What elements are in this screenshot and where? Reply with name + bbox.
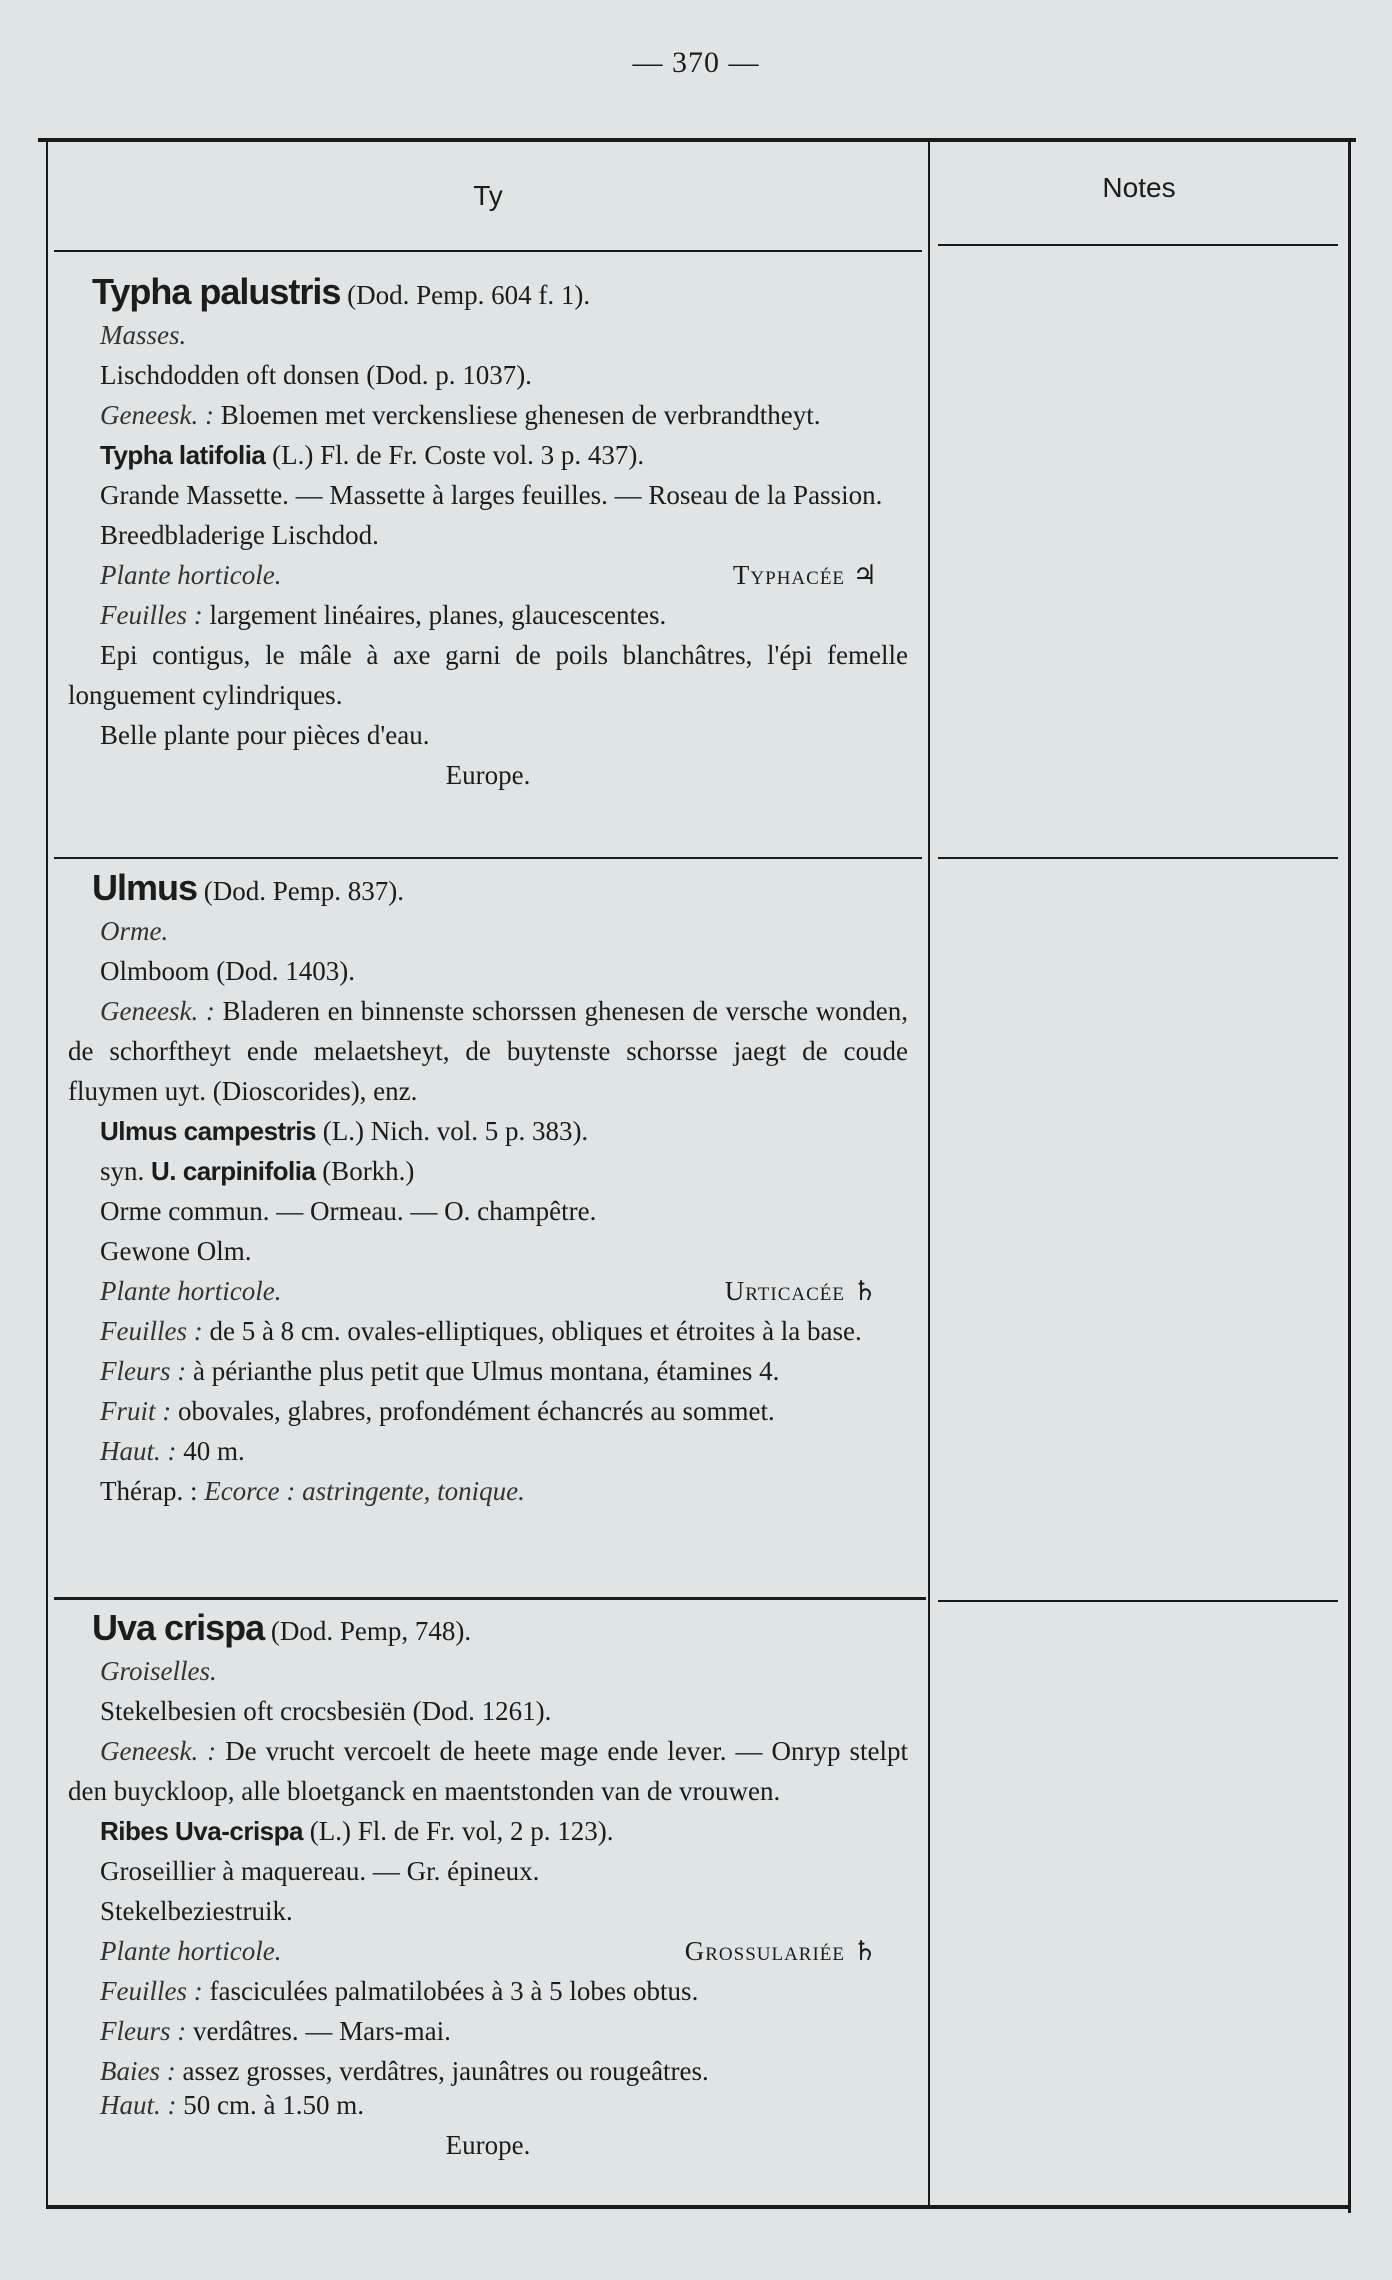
- geneesk-text: Bladeren en binnenste schorssen ghenesen de versche wonden, de schorftheyt ende melaetsheyt, de buytenste schorsse jaegt de coude fluymen uyt. (Dioscorides), enz.: [68, 996, 909, 1106]
- detail-text: verdâtres. — Mars-mai.: [192, 2016, 451, 2046]
- geneesk-label: Geneesk. :: [100, 1736, 217, 1766]
- detail-label: Feuilles :: [100, 1976, 203, 2006]
- detail-text: Belle plante pour pièces d'eau.: [100, 720, 430, 750]
- detail-label: Fleurs :: [100, 2016, 187, 2046]
- tree-symbol-icon: ♄: [852, 1276, 878, 1306]
- synonym-reference: (Borkh.): [322, 1156, 415, 1186]
- detail-text: largement linéaires, planes, glaucescentes.: [209, 600, 667, 630]
- species-reference: (L.) Fl. de Fr. vol, 2 p. 123).: [309, 1816, 614, 1846]
- column-header-notes: Notes: [1102, 172, 1176, 203]
- common-names-nl: Gewone Olm.: [100, 1236, 252, 1266]
- entry-reference: (Dod. Pemp, 748).: [270, 1616, 472, 1646]
- entry-title: Ulmus: [92, 867, 198, 908]
- therap-label: Thérap. :: [100, 1476, 198, 1506]
- detail-label: Feuilles :: [100, 1316, 203, 1346]
- french-name: Groiselles.: [100, 1656, 217, 1686]
- detail-label: Fruit :: [100, 1396, 172, 1426]
- row-rule-1-right: [938, 857, 1338, 859]
- table-left-rule: [46, 140, 48, 2206]
- detail-text: de 5 à 8 cm. ovales-elliptiques, obliques et étroites à la base.: [209, 1316, 862, 1346]
- detail-label: Haut. :: [100, 2090, 177, 2120]
- plant-type: Plante horticole.: [100, 1936, 282, 1966]
- row-rule-2-right: [938, 1600, 1338, 1602]
- entry-title: Typha palustris: [92, 271, 341, 312]
- common-names-fr: Grande Massette. — Massette à larges feuilles. — Roseau de la Passion.: [100, 480, 883, 510]
- perennial-symbol-icon: ♃: [852, 560, 878, 590]
- species-name: Ulmus campestris: [100, 1116, 316, 1146]
- table-right-rule: [1348, 138, 1351, 2213]
- detail-label: Feuilles :: [100, 600, 203, 630]
- detail-text: à périanthe plus petit que Ulmus montana, étamines 4.: [192, 1356, 780, 1386]
- entry-ulmus: [68, 868, 908, 1511]
- dutch-name: Olmboom (Dod. 1403).: [100, 956, 355, 986]
- plant-type: Plante horticole.: [100, 560, 282, 590]
- synonym-name: U. carpinifolia: [151, 1156, 316, 1186]
- entry-title: Uva crispa: [92, 1607, 265, 1648]
- family-name: Urticacée: [724, 1276, 846, 1306]
- table-bottom-rule: [46, 2205, 1351, 2209]
- geneesk-text: Bloemen met verckensliese ghenesen de verbrandtheyt.: [220, 400, 821, 430]
- entry-reference: (Dod. Pemp. 604 f. 1).: [347, 280, 591, 310]
- detail-label: Fleurs :: [100, 1356, 187, 1386]
- row-rule-1-left: [54, 857, 922, 859]
- common-names-nl: Breedbladerige Lischdod.: [100, 520, 379, 550]
- entry-typha: [68, 272, 908, 795]
- detail-label: Baies :: [100, 2056, 176, 2086]
- geneesk-text: De vrucht vercoelt de heete mage ende lever. — Onryp stelpt den buyckloop, alle bloetganck en maentstonden van de vrouwen.: [68, 1736, 908, 1806]
- column-divider: [928, 140, 930, 2206]
- species-reference: (L.) Fl. de Fr. Coste vol. 3 p. 437).: [272, 440, 645, 470]
- geneesk-label: Geneesk. :: [100, 400, 214, 430]
- entry-uva-crispa: [68, 1608, 908, 2165]
- detail-text: 50 cm. à 1.50 m.: [183, 2090, 364, 2120]
- detail-text: Epi contigus, le mâle à axe garni de poils blanchâtres, l'épi femelle longuement cylindriques.: [68, 640, 908, 710]
- detail-text: 40 m.: [183, 1436, 245, 1466]
- entry-reference: (Dod. Pemp. 837).: [203, 876, 405, 906]
- geneesk-label: Geneesk. :: [100, 996, 215, 1026]
- origin: Europe.: [445, 760, 531, 790]
- family-name: Grossulariée: [684, 1936, 846, 1966]
- species-name: Typha latifolia: [100, 440, 266, 470]
- table-top-rule: [38, 138, 1356, 142]
- common-names-fr: Groseillier à maquereau. — Gr. épineux.: [100, 1856, 540, 1886]
- therap-text: Ecorce : astringente, tonique.: [204, 1476, 525, 1506]
- species-name: Ribes Uva-crispa: [100, 1816, 303, 1846]
- common-names-fr: Orme commun. — Ormeau. — O. champêtre.: [100, 1196, 597, 1226]
- header-rule-left: [54, 250, 922, 252]
- shrub-symbol-icon: ♄: [852, 1936, 878, 1966]
- header-rule-right: [938, 244, 1338, 246]
- dutch-name: Stekelbesien oft crocsbesiën (Dod. 1261).: [100, 1696, 552, 1726]
- page-number: — 370 —: [632, 46, 760, 79]
- french-name: Masses.: [100, 320, 187, 350]
- detail-label: Haut. :: [100, 1436, 177, 1466]
- dutch-name: Lischdodden oft donsen (Dod. p. 1037).: [100, 360, 532, 390]
- common-names-nl: Stekelbeziestruik.: [100, 1896, 293, 1926]
- synonym-prefix: syn.: [100, 1156, 145, 1186]
- origin: Europe.: [445, 2130, 531, 2160]
- column-header-ty: Ty: [473, 180, 503, 211]
- detail-text: assez grosses, verdâtres, jaunâtres ou rougeâtres.: [182, 2056, 709, 2086]
- species-reference: (L.) Nich. vol. 5 p. 383).: [322, 1116, 589, 1146]
- row-rule-2-left: [54, 1597, 926, 1600]
- detail-text: obovales, glabres, profondément échancrés au sommet.: [178, 1396, 775, 1426]
- plant-type: Plante horticole.: [100, 1276, 282, 1306]
- detail-text: fasciculées palmatilobées à 3 à 5 lobes obtus.: [209, 1976, 699, 2006]
- french-name: Orme.: [100, 916, 169, 946]
- family-name: Typhacée: [732, 560, 846, 590]
